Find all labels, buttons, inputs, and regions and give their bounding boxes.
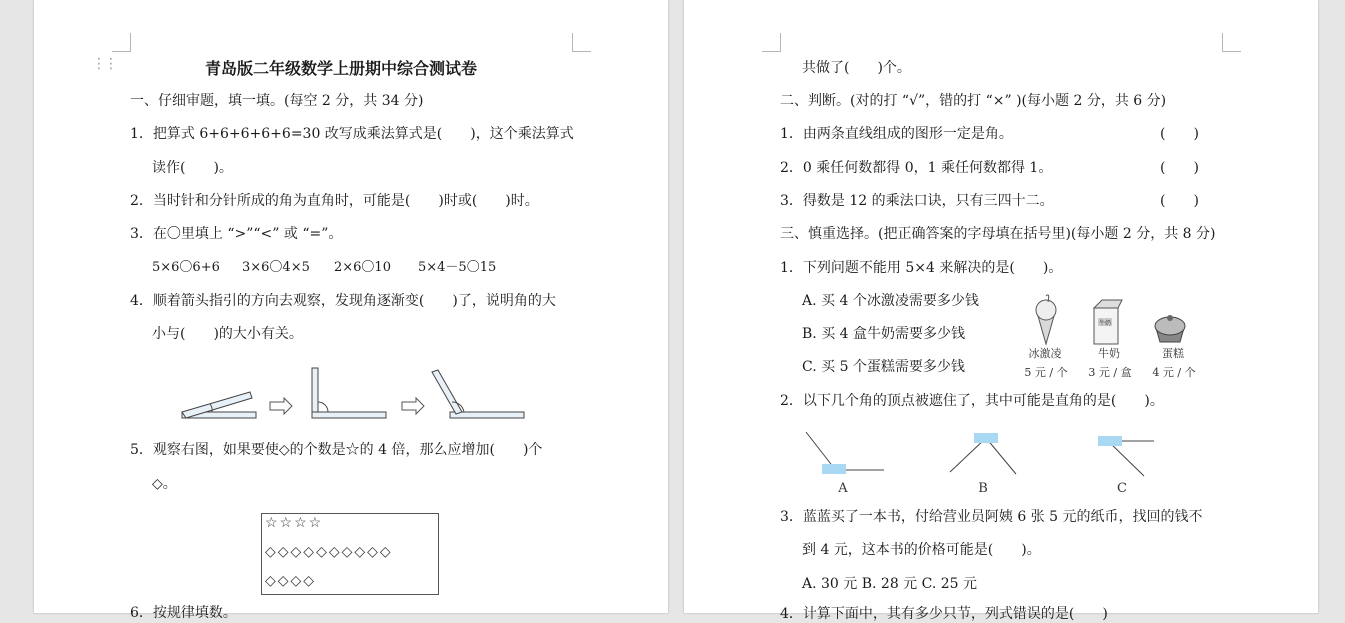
crop-mark: [572, 33, 591, 52]
answer-parentheses: ( ): [1160, 160, 1199, 176]
choice-options: A. 30 元 B. 28 元 C. 25 元: [802, 576, 978, 592]
crop-mark: [1222, 33, 1241, 52]
question-text: 6．按规律填数。: [130, 605, 237, 621]
star-row: ☆☆☆☆: [265, 515, 324, 531]
food-name: 牛奶: [1098, 347, 1120, 360]
cake-icon: [1155, 315, 1185, 342]
shape-count-box: [261, 513, 439, 595]
section-heading: 一、仔细审题，填一填。(每空 2 分，共 34 分): [130, 93, 424, 109]
comparison-item: 2×6〇10: [334, 260, 391, 275]
drag-handle-icon[interactable]: ⋮⋮: [92, 56, 116, 72]
question-text: 1．下列问题不能用 5×4 来解决的是( )。: [780, 260, 1063, 276]
food-name: 蛋糕: [1162, 347, 1184, 360]
section-heading: 三、慎重选择。(把正确答案的字母填在括号里)(每小题 2 分，共 8 分): [780, 226, 1216, 242]
angle-figure-1: [182, 392, 256, 418]
question-text: 2．当时针和分针所成的角为直角时，可能是( )时或( )时。: [130, 193, 539, 209]
comparison-item: 3×6〇4×5: [242, 260, 310, 275]
question-text: 到 4 元，这本书的价格可能是( )。: [802, 542, 1041, 558]
question-text: 1．把算式 6+6+6+6+6=30 改写成乘法算式是( )，这个乘法算式: [130, 126, 574, 142]
angle-option-a: [806, 432, 884, 496]
question-text: 4．顺着箭头指引的方向去观察，发现角逐渐变( )了，说明角的大: [130, 293, 556, 309]
judgement-item: 2．0 乘任何数都得 0，1 乘任何数都得 1。: [780, 160, 1053, 176]
food-price: 5 元 / 个: [1024, 366, 1068, 379]
angle-label-b: B: [978, 481, 988, 496]
arrow-right-icon: [270, 398, 292, 414]
judgement-item: 1．由两条直线组成的图形一定是角。: [780, 126, 1013, 142]
ice-cream-icon: [1036, 295, 1056, 344]
angle-label-c: C: [1117, 481, 1127, 496]
question-text: 小与( )的大小有关。: [152, 326, 303, 342]
question-text: 2．以下几个角的顶点被遮住了，其中可能是直角的是( )。: [780, 393, 1164, 409]
section-heading: 二、判断。(对的打 “√”，错的打 “×” )(每小题 2 分，共 6 分): [780, 93, 1167, 109]
choice-option: A. 买 4 个冰激凌需要多少钱: [802, 293, 979, 309]
angle-opening-figure: [174, 362, 534, 424]
page-title: 青岛版二年级数学上册期中综合测试卷: [205, 59, 478, 78]
question-text: 共做了( )个。: [802, 60, 911, 76]
answer-parentheses: ( ): [1160, 126, 1199, 142]
food-price: 3 元 / 盒: [1088, 366, 1132, 379]
crop-mark: [762, 33, 781, 52]
angle-option-c: [1098, 436, 1154, 496]
milk-carton-icon: [1094, 300, 1122, 344]
food-price: 4 元 / 个: [1152, 366, 1196, 379]
document-page-2: [684, 0, 1318, 622]
judgement-item: 3．得数是 12 的乘法口诀，只有三四十二。: [780, 193, 1054, 209]
question-text: 4．计算下面中，其有多少只节，列式错误的是( ): [780, 606, 1108, 622]
diamond-row: ◇◇◇◇: [265, 573, 317, 589]
question-text: ◇。: [152, 476, 177, 492]
angle-figure-3: [432, 370, 524, 418]
milk-carton-label: 牛奶: [1098, 320, 1112, 327]
question-text: 读作( )。: [152, 160, 233, 176]
question-text: 5．观察右图，如果要使◇的个数是☆的 4 倍，那么应增加( )个: [130, 442, 543, 458]
arrow-right-icon: [402, 398, 424, 414]
food-name: 冰激凌: [1028, 347, 1062, 360]
comparison-item: 5×4－5〇15: [418, 260, 497, 275]
angle-option-b: [950, 433, 1016, 496]
food-images: [1028, 292, 1208, 348]
angle-figure-2: [312, 368, 386, 418]
question-text: 3．在〇里填上 “>”“<” 或 “=”。: [130, 226, 343, 242]
document-page-1: [34, 0, 668, 621]
hidden-vertex-angles: [802, 428, 1162, 498]
comparison-item: 5×6〇6+6: [152, 260, 220, 275]
crop-mark: [112, 33, 131, 52]
choice-option: C. 买 5 个蛋糕需要多少钱: [802, 359, 965, 375]
choice-option: B. 买 4 盒牛奶需要多少钱: [802, 326, 965, 342]
answer-parentheses: ( ): [1160, 193, 1199, 209]
diamond-row: ◇◇◇◇◇◇◇◇◇◇: [265, 544, 393, 560]
question-text: 3．蓝蓝买了一本书，付给营业员阿姨 6 张 5 元的纸币，找回的钱不: [780, 509, 1203, 525]
angle-label-a: A: [838, 481, 848, 496]
